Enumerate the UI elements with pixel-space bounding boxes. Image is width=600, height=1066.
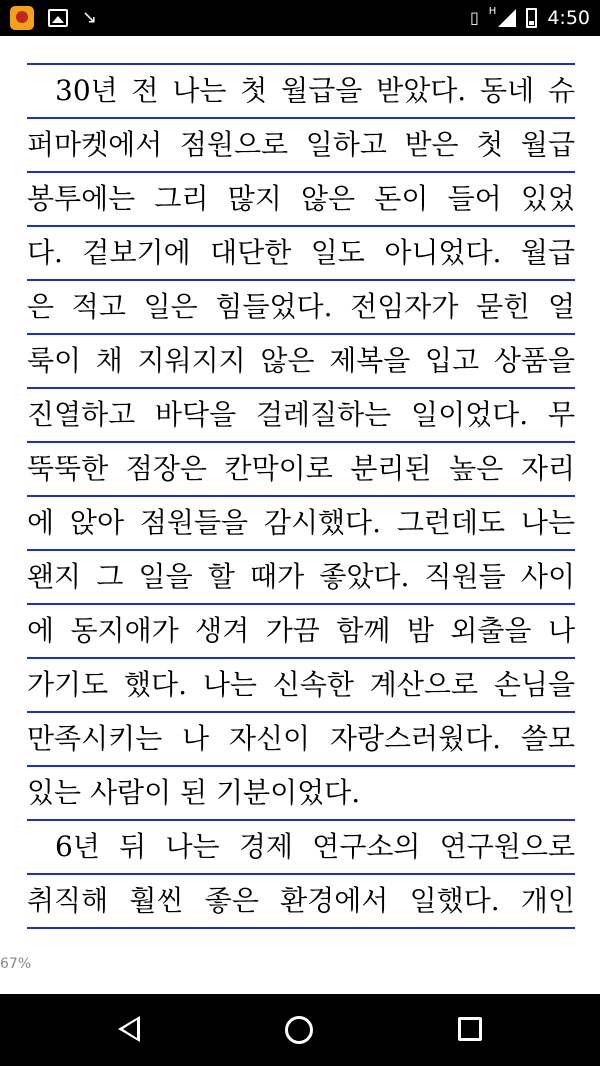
battery-icon [526, 8, 537, 28]
text-line: 퍼마켓에서 점원으로 일하고 받은 첫 월급 [27, 119, 575, 173]
recent-apps-icon[interactable] [458, 1017, 482, 1041]
trending-down-icon: ↘ [82, 7, 98, 28]
text-line: 만족시키는 나 자신이 자랑스러웠다. 쓸모 [27, 713, 575, 767]
text-line: 봉투에는 그리 많지 않은 돈이 들어 있었 [27, 173, 575, 227]
text-line: 다. 겉보기에 대단한 일도 아니었다. 월급 [27, 227, 575, 281]
signal-icon [498, 9, 516, 27]
text-line: 왠지 그 일을 할 때가 좋았다. 직원들 사이 [27, 551, 575, 605]
notification-icons [10, 6, 97, 30]
text-line: 은 적고 일은 힘들었다. 전임자가 묻힌 얼 [27, 281, 575, 335]
back-icon[interactable] [118, 1016, 140, 1042]
text-line: 룩이 채 지워지지 않은 제복을 입고 상품을 [27, 335, 575, 389]
text-line: 6년 뒤 나는 경제 연구소의 연구원으로 [27, 821, 575, 875]
status-bar [0, 0, 600, 36]
app-notification-icon [10, 6, 34, 30]
reading-page[interactable] [27, 63, 575, 927]
text-line: 취직해 훨씬 좋은 환경에서 일했다. 개인 [27, 875, 575, 929]
text-line: 가기도 했다. 나는 신속한 계산으로 손님을 [27, 659, 575, 713]
text-line: 30년 전 나는 첫 월급을 받았다. 동네 슈 [27, 65, 575, 119]
navigation-bar [0, 994, 600, 1066]
reading-progress: 67% [0, 956, 32, 972]
text-line: 진열하고 바닥을 걸레질하는 일이었다. 무 [27, 389, 575, 443]
text-line: 뚝뚝한 점장은 칸막이로 분리된 높은 자리 [27, 443, 575, 497]
vibrate-icon: ▯ [469, 8, 479, 27]
image-icon [48, 9, 68, 27]
text-line: 에 동지애가 생겨 가끔 함께 밤 외출을 나 [27, 605, 575, 659]
system-icons [470, 6, 590, 30]
text-line: 있는 사람이 된 기분이었다. [27, 767, 575, 821]
clock: 4:50 [547, 7, 590, 29]
text-line: 에 앉아 점원들을 감시했다. 그런데도 나는 [27, 497, 575, 551]
network-type-label: H [488, 6, 497, 17]
home-icon[interactable] [285, 1016, 313, 1044]
